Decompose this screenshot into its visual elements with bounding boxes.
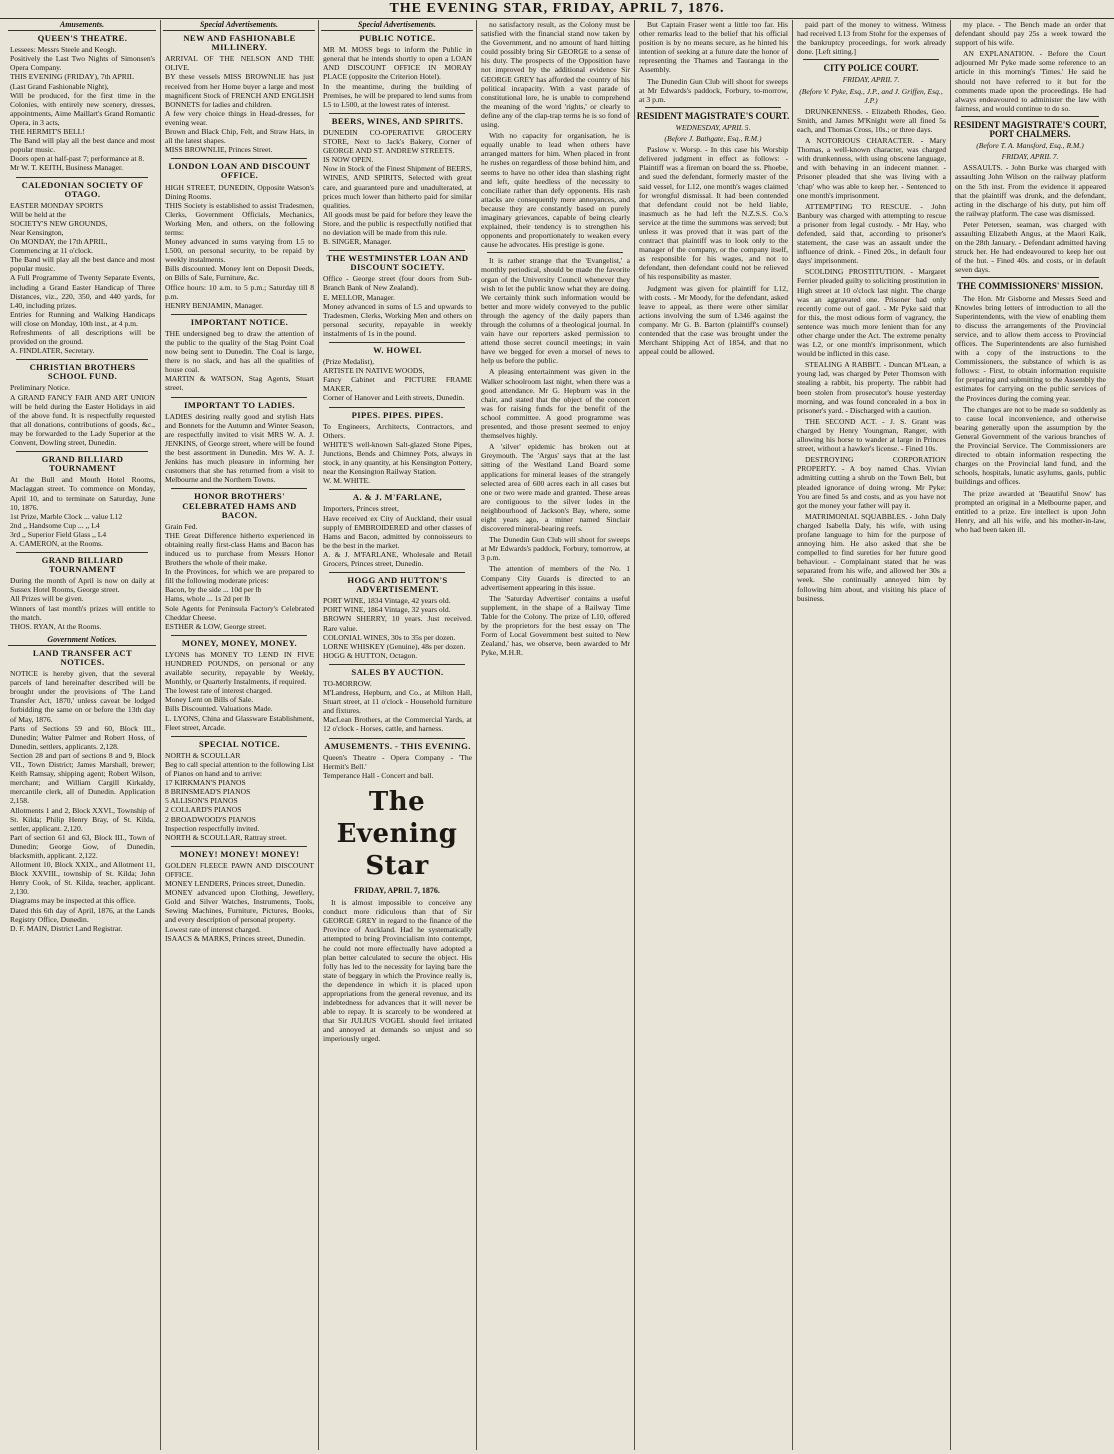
court-paragraph: STEALING A RABBIT. - Duncan M'Lean, a young lad, was charged by Peter Thomson with stealing a rabbit, his property. The rabbit had been stolen from prosecutor's house yesterday morning, and was found concealed in a box in prisoner's yard. - Discharged with a caution.	[797, 360, 946, 415]
ad-important-notice	[165, 318, 314, 393]
editorial-paragraph: With no capacity for organisation, he is equally unable to lead when others have arranged matters for him. When placed in front he rushes on regardless of those behind him, and seems to have no other idea than slashing right and left, quite heedless of the necessity to conciliate rather than defy opponents. His rash attacks are consequently mere annoyances, and because they are constantly based on purely imaginary grievances, capable of being clearly explained, their tendency is to strengthen his opponents and proportionately to weaken every cause he advocates. His prestige is gone.	[481, 131, 630, 250]
mission-paragraph: The Hon. Mr Gisborne and Messrs Seed and Knowles bring letters of introduction to all the Superintendents, with the view of enabling them to discuss the arrangements of the Provincial service, and to allow them access to Provincial offices. The Superintendents are also furnished with a copy of the instructions to the Commissioners, the substance of which is as follows: - First, to obtain information requisite for preparing and submitting to the Assembly the estimates for carrying on the public services of the Provinces during the coming year.	[955, 293, 1106, 403]
column-port-chalmers	[950, 20, 1109, 1450]
divider	[171, 397, 307, 398]
court-paragraph: Paslow v. Worsp. - In this case his Worship delivered judgment in effect as follows: - Plaintiff was a fireman on board the ss. Phoebe, and sued the defendant, formerly master of the said vessel, for L12, one month's wages claimed for wrongful dismissal. It had been contended that defendant could not be held liable, inasmuch as he had left the N.Z.S.S. Co.'s service at the time the summons was served; but unless it was proved that it was part of the contract that plaintiff was to look only to the manager of the company, or the company itself, as responsible for his wages, and not to defendant, then defendant could not be relieved of his responsibility as master.	[639, 145, 788, 282]
ad-billiard-tournament-2	[10, 556, 155, 631]
court-report-bench: (Before V. Pyke, Esq., J.P., and J. Griffen, Esq., J.P.)	[799, 86, 943, 105]
divider	[171, 846, 307, 847]
divider	[329, 572, 465, 573]
ad-body: MR M. MOSS begs to inform the Public in general that he intends shortly to open a LOAN AND DISCOUNT OFFICE IN MORAY PLACE (opposite the Criterion Hotel). In the meantime, during the building of Premises, he will be prepared to lend sums from L5 to L500, at the lowest rates of interest.	[323, 45, 472, 109]
ad-mfarlane	[323, 493, 472, 568]
divider	[329, 738, 465, 739]
divider	[487, 252, 623, 253]
ad-title: HOGG AND HUTTON'S ADVERTISEMENT.	[347, 575, 448, 595]
columns	[6, 20, 1108, 1450]
divider	[16, 552, 148, 553]
notice-title: LAND TRANSFER ACT NOTICES.	[32, 647, 133, 667]
divider	[171, 488, 307, 489]
ad-title: A. & J. M'FARLANE,	[352, 492, 443, 503]
ad-hogg-hutton	[323, 576, 472, 660]
ad-body: LADIES desiring really good and stylish Hats and Bonnets for the Autumn and Winter Season, are respectfully invited to visit MRS W. A. J. JENKINS, of George street, where will be found the best assortment in Dunedin. Mrs W. A. J. Jenkins has much pleasure in informing her customers that she has returned from a visit to Melbourne and the Northern Towns.	[165, 411, 314, 485]
news-paragraph: The Dunedin Gun Club will shoot for sweeps at Mr Edwards's paddock, Forbury, to-morrow, at 3 p.m.	[639, 76, 788, 104]
court-report-bench: (Before T. A. Mansford, Esq., R.M.)	[976, 141, 1084, 151]
ad-queens-theatre	[10, 34, 155, 172]
ad-golden-fleece	[165, 850, 314, 943]
ad-title: AMUSEMENTS. - THIS EVENING.	[324, 740, 471, 751]
ad-title: CALEDONIAN SOCIETY OF OTAGO.	[21, 179, 144, 199]
news-paragraph: The attention of members of the No. 1 Company City Guards is directed to an advertisement appearing in this issue.	[481, 564, 630, 592]
masthead: THE EVENING STAR, FRIDAY, APRIL 7, 1876.	[0, 0, 1114, 19]
column-amusements	[6, 20, 158, 1450]
court-report-title: RESIDENT MAGISTRATE'S COURT.	[636, 110, 790, 121]
ad-title: LONDON LOAN AND DISCOUNT OFFICE.	[168, 161, 311, 181]
ad-title: QUEEN'S THEATRE.	[37, 33, 128, 44]
ad-caledonian-society	[10, 181, 155, 356]
court-paragraph: DRUNKENNESS. - Elizabeth Rhodes, Geo. Smith, and James M'Knight were all fined 5s each, and Thomas Cross, 10s.; or three days.	[797, 106, 946, 134]
court-report-title: RESIDENT MAGISTRATE'S COURT, PORT CHALMERS.	[953, 119, 1107, 140]
ad-title: GRAND BILLIARD TOURNAMENT	[41, 555, 124, 575]
editorial-paragraph: no satisfactory result, as the Colony must be satisfied with the financial stand now taken by the Government, and no amount of hard hitting could possibly bring Sir GEORGE to a sense of his duty. The prospects of the Opposition have not improved by the additional evidence Sir GEORGE GREY has afforded the country of his political incapacity. With a vast parade of constitutional lore, he is unable to comprehend the meaning of the word 'rights,' or clearly to define any of the clap-trap terms he is so fond of using.	[481, 20, 630, 130]
court-report-date: FRIDAY, APRIL 7.	[842, 75, 900, 85]
section-heading-amusements: Amusements.	[8, 20, 156, 31]
notice-body: NOTICE is hereby given, that the several parcels of land hereinafter described will be brought under the provisions of 'The Land Transfer Act, 1870,' unless caveat be lodged forbidding the same on or before the 13th day of May, 1876. Parts of Sections 59 and 60, Block III., Dunedin; Walter Palmer and Robert Hoss, of Dunedin, settlers, applicants. 2,128. Section 28 and part of sections 8 and 9, Block VII., Town District; James Marshall, brewer; Keith Ramsay, shipping agent; Robert Wilson, merchant; and William Cargill Kirkaldy, mercantile clerk, all of Dunedin. Application 2,158. Allotments 1 and 2, Block XXVI., Township of St. Kilda; Philip Henry Bray, of St. Kilda, settler, applicant. 2,120. Part of section 61 and 63, Block III., Town of Dunedin; George Gow, of Dunedin, blacksmith, applicant. 2,122. Allotment 10, Block XXIX., and Allotment 11, Block XXVIII., township of St. Kilda; John Henry Cook, of St. Kilda, teacher, applicant. 2,130. Diagrams may be inspected at this office. Dated this 6th day of April, 1876, at the Lands Registry Office, Dunedin. D. F. MAIN, District Land Registrar.	[10, 669, 155, 933]
ad-westminster-loan	[323, 254, 472, 338]
news-paragraph: paid part of the money to witness. Witness had received L13 from Stohr for the expenses of the bankruptcy proceedings, for work already done. [Left sitting.]	[797, 20, 946, 57]
ad-title: MONEY! MONEY! MONEY!	[179, 848, 300, 859]
ad-body: Queen's Theatre - Opera Company - 'The Hermit's Bell.' Temperance Hall - Concert and ball.	[323, 752, 472, 780]
divider	[329, 342, 465, 343]
ad-important-to-ladies	[165, 401, 314, 485]
column-police-court	[792, 20, 949, 1450]
ad-body: HIGH STREET, DUNEDIN, Opposite Watson's Dining Rooms. THIS Society is established to assist Tradesmen, Clerks, Government Officials, Mechanics, Working Men, and others, on the following terms: Money advanced in sums varying from L5 to L500, on personal security, to be repaid by weekly instalments. Bills discounted. Money lent on Deposit Deeds, on Bills of Sale, Furniture, &c. Office hours: 10 a.m. to 5 p.m.; Saturday till 8 p.m. HENRY BENJAMIN, Manager.	[165, 182, 314, 310]
news-paragraph: A 'silver' epidemic has broken out at Greymouth. The 'Argus' says that at the last sitting of the Westland Land Board some applications for mineral leases of the strangely selected area of 600 acres each in all cases but one or two were made and granted. These areas are contiguous to the silver lodes in the neighbourhood of Jackson's Bay, where, some eight years ago, a miner named Sinclair discovered mineral-bearing reefs.	[481, 442, 630, 534]
divider	[16, 177, 148, 178]
divider	[171, 158, 307, 159]
newspaper-title: The Evening Star	[336, 786, 458, 881]
divider	[171, 635, 307, 636]
ad-title: NEW AND FASHIONABLE MILLINERY.	[183, 33, 296, 53]
news-paragraph: AN EXPLANATION. - Before the Court adjourned Mr Pyke made some reference to an article in this morning's 'Times.' He said he should not have referred to it but for the comments made upon the proceedings. He had always endeavoured to administer the law with fairness, and would continue to do so.	[955, 49, 1106, 113]
ad-title: PIPES. PIPES. PIPES.	[351, 409, 444, 420]
ad-body: At the Bull and Mouth Hotel Rooms, Maclaggan street. To commence on Monday, April 10, and to terminate on Saturday, June 10, 1876. 1st Prize, Marble Clock ... value L12 2nd ,, Handsome Cup ... ,, L4 3rd ,, Superior Field Glass ,, L4 A. CAMERON, at the Rooms.	[10, 475, 155, 548]
ad-title: IMPORTANT TO LADIES.	[184, 399, 295, 410]
ad-millinery	[165, 34, 314, 154]
court-report-date: FRIDAY, APRIL 7.	[1001, 152, 1059, 162]
news-paragraph: The Dunedin Gun Club will shoot for sweeps at Mr Edwards's paddock, Forbury, tomorrow, at 3 p.m.	[481, 535, 630, 563]
mission-paragraph: The changes are not to be made so suddenly as to cause local inconvenience, and otherwise bearing generally upon the assumption by the General Government of the various branches of the Provincial Service. The Commissioners are directed to obtain information respecting the charges on the Provincial land fund, and the schools, hospitals, lunatic asylums, gaols, public buildings and offices.	[955, 404, 1106, 487]
divider	[329, 113, 465, 114]
ad-north-scoullar	[165, 740, 314, 842]
divider	[329, 407, 465, 408]
ad-title: W. HOWEL	[373, 345, 422, 355]
ad-christian-brothers	[10, 363, 155, 447]
ad-public-notice	[323, 34, 472, 109]
court-paragraph: ASSAULTS. - John Burke was charged with assaulting John Wilson on the railway platform on the 5th inst. From the evidence it appeared that the plaintiff was drunk, and the defendant, acting in the discharge of his duty, put him off the railway platform. The case was dismissed.	[955, 163, 1106, 218]
ad-body: TO-MORROW. M'Landress, Hepburn, and Co., at Milton Hall, Stuart street, at 11 o'clock - Household furniture and fixtures. MacLean Brothers, at the Commercial Yards, at 12 o'clock - Horses, cattle, and harness.	[323, 679, 472, 734]
dateline: FRIDAY, APRIL 7, 1876.	[354, 885, 440, 895]
ad-title: MONEY, MONEY, MONEY.	[181, 637, 298, 648]
ad-body: (Prize Medalist), ARTISTE IN NATIVE WOODS, Fancy Cabinet and PICTURE FRAME MAKER, Corner of Hanover and Leith streets, Dunedin.	[323, 357, 472, 403]
ad-body: ARRIVAL OF THE NELSON AND THE OLIVE. BY these vessels MISS BROWNLIE has just received from her Home buyer a large and most magnificent Stock of FRENCH AND ENGLISH BONNETS for ladies and children. A few very choice things in Head-dresses, for evening wear. Brown and Black Chip, Felt, and Straw Hats, in all the latest shapes. MISS BROWNLIE, Princes Street.	[165, 54, 314, 155]
column-news	[634, 20, 791, 1450]
divider	[645, 107, 781, 108]
section-heading-government: Government Notices.	[8, 635, 156, 646]
editorial-paragraph: It is rather strange that the 'Evangelist,' a monthly periodical, should be made the favorite organ of the University Council whenever they wish to let the public know what they are doing. We certainly think such information would be better and more widely conveyed to the public through the agency of the daily papers than through the columns of a theological journal. In vain have our reporters asked permission to attend those secret council meetings; in vain have we begged for even a morsel of news to help us before the public.	[481, 256, 630, 366]
divider	[961, 277, 1099, 278]
ad-beers-wines	[323, 117, 472, 246]
ad-money-lyons	[165, 639, 314, 732]
ad-title: GRAND BILLIARD TOURNAMENT	[41, 454, 124, 474]
ad-title: PUBLIC NOTICE.	[359, 33, 436, 44]
ad-body: NORTH & SCOULLAR Beg to call special attention to the following List of Pianos on hand and to arrive: 17 KIRKMAN'S PIANOS 8 BRINSMEAD'S PIANOS 5 ALLISON'S PIANOS 2 COLLARD'S PIANOS 2 BROADWOOD'S PIANOS Inspection respectfully invited. NORTH & SCOULLAR, Rattray street.	[165, 750, 314, 842]
court-paragraph: THE SECOND ACT. - J. S. Grant was charged by Henry Youngman, Ranger, with allowing his horse to wander at large in Princes street, without a hawker's license. - Fined 10s.	[797, 416, 946, 454]
divider	[961, 116, 1099, 117]
leader-paragraph: It is almost impossible to conceive any conduct more ridiculous than that of Sir GEORGE GREY in regard to the finance of the Province of Auckland. Had he systematically attempted to bring Provincialism into contempt, he could not more effectually have adopted a plan better calculated to secure the object. His folly has led to the necessity for laying bare the state of beggary in which the Province really is, the dependence in which it is placed upon appropriations from the general revenue, and its indebtedness for advances that it will never be able to repay. It is scarcely to be wondered at that Sir JULIUS VOGEL should feel irritated and annoyed at demands so unjust and so imperiously urged.	[323, 898, 472, 1044]
column-special-ads-2	[318, 20, 475, 1450]
ad-title: THE WESTMINSTER LOAN AND DISCOUNT SOCIETY.	[326, 253, 469, 273]
ad-body: Grain Fed. THE Great Difference hitherto experienced in obtaining really first-class Hams and Bacon has induced us to purchase from Messrs Honor Brothers the whole of their make. In the Provinces, for which we are prepared to fill the following moderate prices: Bacon, by the side ... 10d per lb Hams, whole ... 1s 2d per lb Sole Agents for Peninsula Factory's Celebrated Cheddar Cheese. ESTHER & LOW, George street.	[165, 521, 314, 631]
news-paragraph: A pleasing entertainment was given in the Walker schoolroom last night, when there was a good attendance. Mr G. Hepburn was in the chair, and stated that the object of the concert was for raising funds for the benefit of the school committee. A good programme was presented, and those present seemed to enjoy themselves highly.	[481, 367, 630, 441]
divider	[329, 489, 465, 490]
court-paragraph: A NOTORIOUS CHARACTER. - Mary Thomas, a well-known character, was charged with drunkenness, with using obscene language, and with behaving in an indecent manner. - Prisoner pleaded that she was living with a 'chap' who was able to keep her. - Sentenced to one month's imprisonment.	[797, 136, 946, 200]
mission-paragraph: The prize awarded at 'Beautiful Snow' has prompted an original in a Melbourne paper, and entitled to a prize. Ere intellect is upon John Henry, and all his wife, and his mother-in-law, who had been taken ill.	[955, 488, 1106, 534]
divider	[16, 359, 148, 360]
divider	[803, 59, 939, 60]
ad-body: LYONS has MONEY TO LEND IN FIVE HUNDRED POUNDS, on personal or any available security, repayable by Weekly, Monthly, or Quarterly Instalments, if required. The lowest rate of interest charged. Money Lent on Bills of Sale. Bills Discounted. Valuations Made. L. LYONS, China and Glassware Establishment, Fleet street, Arcade.	[165, 649, 314, 732]
news-paragraph: my place. - The Bench made an order that defendant should pay 25s a week toward the support of his wife.	[955, 20, 1106, 48]
section-heading-special: Special Advertisements.	[163, 20, 315, 31]
court-report-bench: (Before J. Bathgate, Esq., R.M.)	[664, 134, 762, 144]
court-paragraph: MATRIMONIAL SQUABBLES. - John Daly charged Isabella Daly, his wife, with using profane language to him for the purpose of annoying him. He also asked that she be compelled to find sureties for her future good behaviour. - Complainant stated that he was separated from his wife, and allowed her 30s a week. She continually annoyed him by following him about, and visiting his place of business.	[797, 511, 946, 603]
mission-title: THE COMMISSIONERS' MISSION.	[957, 281, 1103, 292]
ad-body: Preliminary Notice. A GRAND FANCY FAIR AND ART UNION will be held during the Easter Holidays in aid of the above fund. It is respectfully requested that all donations, contributions of goods, &c., may be forwarded to the Lady Superior at the Convent, Dowling street, Dunedin.	[10, 383, 155, 448]
ad-hams-bacon	[165, 492, 314, 630]
ad-body: PORT WINE, 1834 Vintage, 42 years old. PORT WINE, 1864 Vintage, 32 years old. BROWN SHERRY, 10 years. Just received. Rare value. COLONIAL WINES, 30s to 35s per dozen. LORNE WHISKEY (Genuine), 48s per dozen. HOGG & HUTTON, Octagon.	[323, 596, 472, 660]
news-paragraph: The 'Saturday Advertiser' contains a useful supplement, in the shape of a Railway Time Table for the Colony. The prize of L10, offered by the proprietors for the best essay on 'The Form of Local Government best suited to New Zealand,' has, we observe, been awarded to Mr Pyke, M.H.R.	[481, 593, 630, 658]
ad-howel	[323, 346, 472, 403]
court-paragraph: ATTEMPTING TO RESCUE. - John Banbury was charged with attempting to rescue a prisoner from legal custody. - Mr Hay, who defended, said that, according to prisoner's statement, the case was an assault under the influence of drink. - Fined 20s., in default four days' imprisonment.	[797, 201, 946, 266]
divider	[16, 451, 148, 452]
column-special-ads-1	[160, 20, 317, 1450]
ad-pipes	[323, 411, 472, 486]
court-paragraph: Judgment was given for plaintiff for L12, with costs. - Mr Moody, for the defendant, asked leave to appeal, as there were other similar actions involving the sum of L346 against the company. Mr G. B. Barton (plaintiff's counsel) contended that the case was brought under the Merchant Shipping Act of 1854, and that no appeal could be allowed.	[639, 283, 788, 357]
ad-amusements-evening	[323, 742, 472, 780]
divider	[329, 664, 465, 665]
divider	[171, 314, 307, 315]
ad-title: HONOR BROTHERS' CELEBRATED HAMS AND BACON.	[182, 491, 297, 520]
court-paragraph: Peter Petersen, seaman, was charged with assaulting Elizabeth Angus, at the Maori Kaik, on the 28th January. - Defendant admitted having struck her. He had endeavoured to keep her out of the hut. - Fined 40s. and costs, or in default seven days.	[955, 219, 1106, 275]
notice-land-transfer	[10, 649, 155, 933]
news-paragraph: But Captain Fraser went a little too far. His other remarks lead to the belief that his official position is by no means secure, as he hinted his intention of seeking at a future date the honor of representing the Thames and Tauranga in the Assembly.	[639, 20, 788, 75]
ad-title: IMPORTANT NOTICE.	[190, 316, 289, 327]
ad-body: During the month of April is now on daily at Sussex Hotel Rooms, George street. All Prizes will be given. Winners of last month's prizes will entitle to the match. THOS. RYAN, At the Rooms.	[10, 576, 155, 631]
ad-title: BEERS, WINES, AND SPIRITS.	[331, 115, 464, 126]
ad-london-loan	[165, 162, 314, 310]
ad-body: GOLDEN FLEECE PAWN AND DISCOUNT OFFICE. MONEY LENDERS, Princes street, Dunedin. MONEY advanced upon Clothing, Jewellery, Gold and Silver Watches, Instruments, Tools, Sewing Machines, Furniture, Pictures, Books, and every description of personal property. Lowest rate of interest charged. ISAACS & MARKS, Princes street, Dunedin.	[165, 860, 314, 943]
ad-sales-auction	[323, 668, 472, 734]
court-paragraph: SCOLDING PROSTITUTION. - Margaret Ferrier pleaded guilty to soliciting prostitution in High street at 10 o'clock last night. The charge was an aggravated one. Prisoner had only recently come out of gaol. - Mr Pyke said that for this, the most odious form of vagrancy, the sentence was much more lenient than for any other charge under the Act. The extreme penalty was L2, or one month's imprisonment, which would be inflicted in this case.	[797, 267, 946, 359]
divider	[329, 250, 465, 251]
ad-body: To Engineers, Architects, Contractors, and Others. WHITE'S well-known Salt-glazed Stone Pipes, Junctions, Bends and Chimney Pots, always in stock, in any quantity, at his Kensington Pottery, near the Kensington Railway Station. W. M. WHITE.	[323, 421, 472, 486]
ad-body: DUNEDIN CO-OPERATIVE GROCERY STORE, Next to Jack's Bakery, Corner of GEORGE AND ST. ANDREW STREETS. IS NOW OPEN. Now in Stock of the Finest Shipment of BEERS, WINES, AND SPIRITS, Selected with great care, and guaranteed pure and unadulterated, at prices much lower than hitherto paid for similar qualities. All goods must be paid for before they leave the Store, and the public is respectfully notified that no deviation will be made from this rule. B. SINGER, Manager.	[323, 127, 472, 247]
ad-billiard-tournament-1	[10, 455, 155, 548]
court-report-date: WEDNESDAY, APRIL 5.	[675, 122, 751, 132]
divider	[171, 736, 307, 737]
ad-title: SALES BY AUCTION.	[351, 666, 444, 677]
ad-body: Office - George street (four doors from Sub-Branch Bank of New Zealand). E. MELLOR, Manager. Money advanced in sums of L5 and upwards to Tradesmen, Clerks, Working Men and others on personal security, repayable in weekly instalments of 1s in the pound.	[323, 274, 472, 338]
column-editorial	[476, 20, 633, 1450]
ad-title: SPECIAL NOTICE.	[199, 738, 280, 749]
ad-body: THE undersigned beg to draw the attention of the public to the quality of the Stag Point Coal now being sent to Dunedin. The Coal is large, there is no slack, and has all the qualities of house coal. MARTIN & WATSON, Stag Agents, Stuart street.	[165, 328, 314, 393]
court-report-title: CITY POLICE COURT.	[823, 63, 919, 74]
court-paragraph: DESTROYING CORPORATION PROPERTY. - A boy named Chas. Vivian admitting cutting a shrub on the Town Belt, but pleaded ignorance of doing wrong. Mr Pyke: You are fined 5s and costs, and as you have not got the money your father will pay it.	[797, 455, 946, 510]
ad-body: Importers, Princes street, Have received ex City of Auckland, their usual supply of EMBROIDERED and other classes of Hams and Bacon, admitted by connoisseurs to be the best in the market. A. & J. M'FARLANE, Wholesale and Retail Grocers, Princes street, Dunedin.	[323, 504, 472, 568]
section-heading-special: Special Advertisements.	[321, 20, 473, 31]
ad-body: Lessees: Messrs Steele and Keogh. Positively the Last Two Nights of Simonsen's Opera Company. THIS EVENING (FRIDAY), 7th APRIL (Last Grand Fashionable Night), Will be produced, for the first time in the Colonies, with entirely new scenery, dresses, appointments, Aime Maillart's Grand Romantic Opera, in 3 acts, THE HERMIT'S BELL! The Band will play all the best dance and most popular music. Doors open at half-past 7; performance at 8. Mr W. T. KEITH, Business Manager.	[10, 45, 155, 173]
ad-body: EASTER MONDAY SPORTS Will be held at the SOCIETY'S NEW GROUNDS, Near Kensington, On MONDAY, the 17th APRIL, Commencing at 11 o'clock. The Band will play all the best dance and most popular music. A Full Programme of Twenty Separate Events, including a Grand Easter Handicap of Three Distances, viz., 220, 350, and 440 yards, for L40, including prizes. Entries for Running and Walking Handicaps will close on Monday, 10th inst., at 4 p.m. Refreshments of all descriptions will be provided on the ground. A. FINDLATER, Secretary.	[10, 200, 155, 356]
ad-title: CHRISTIAN BROTHERS SCHOOL FUND.	[29, 362, 136, 382]
